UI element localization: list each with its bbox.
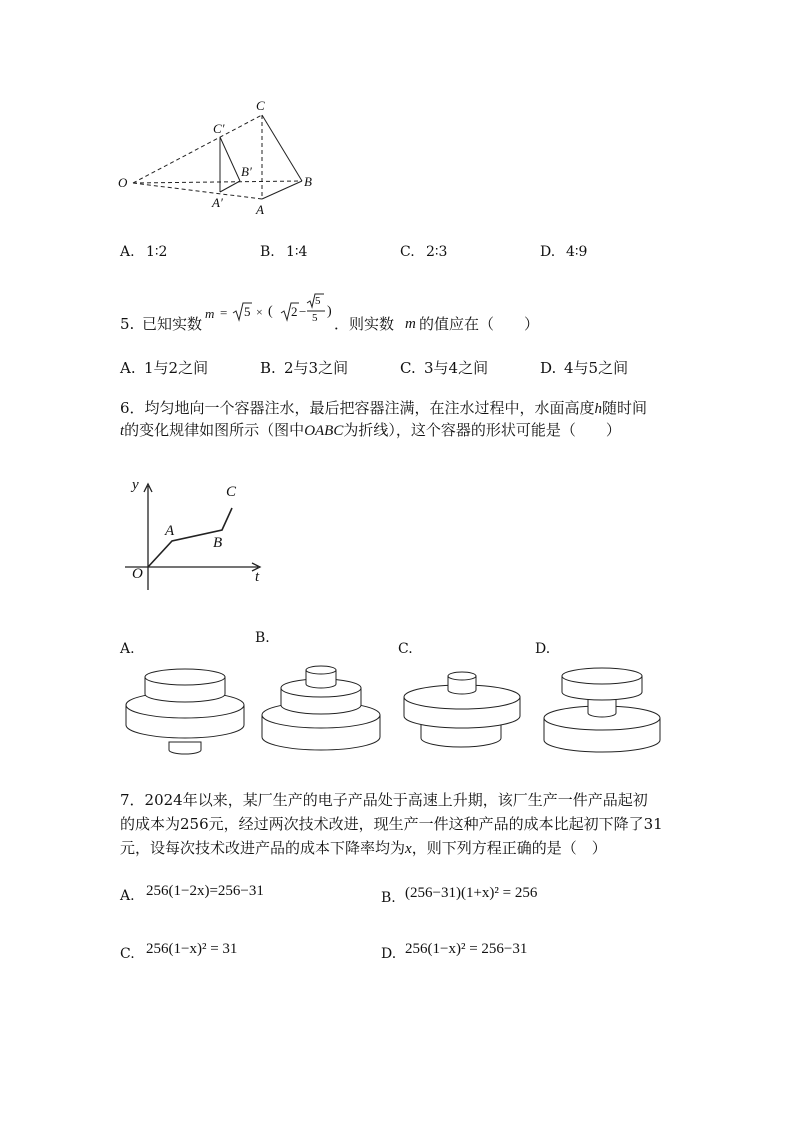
q7-line-3-a: 元，设每次技术改进产品的成本下降率均为: [120, 839, 406, 857]
graph-label-b: B: [213, 535, 223, 551]
container-a: [126, 669, 244, 754]
q7-line-1: 7．2024年以来，某厂生产的电子产品处于高速上升期，该厂生产一件产品起初: [120, 791, 648, 809]
label-o: O: [118, 175, 128, 190]
edge-cb: [262, 115, 302, 181]
q7-option-c-letter: C.: [120, 946, 135, 962]
q7-option-b-letter: B.: [381, 890, 396, 906]
container-shapes: [120, 655, 680, 765]
q4-option-c-letter: C.: [400, 244, 415, 260]
q5-frac-den: 5: [312, 312, 318, 324]
q7-var-x: x: [405, 841, 412, 857]
container-b: [262, 666, 380, 750]
q6-line-2-a: 的变化规律如图所示（图中: [124, 421, 305, 439]
q5-equals: =: [220, 305, 228, 320]
q6-oabc: OABC: [304, 423, 344, 439]
q7-option-d-eq: 256(1−x)² = 256−31: [405, 941, 528, 957]
label-a-prime: A′: [212, 195, 223, 210]
edge-c1b1: [220, 137, 240, 181]
q5-option-d-letter: D.: [540, 359, 557, 377]
container-c-letter: C.: [398, 641, 413, 657]
q5-radicand-2: 2: [291, 304, 298, 319]
q5-option-b-text: 2与3之间: [284, 359, 349, 377]
container-b-letter: B.: [255, 630, 270, 646]
q6-var-t: t: [120, 423, 125, 439]
q5-option-a-letter: A.: [120, 359, 136, 377]
q5-option-c-text: 3与4之间: [424, 359, 489, 377]
q5-var-m-2: m: [405, 316, 416, 332]
q4-option-d-text: 4∶9: [566, 244, 588, 260]
edge-ba: [262, 181, 302, 199]
q7-line-2: 的成本为256元，经过两次技术改进，现生产一件这种产品的成本比起初下降了31: [120, 815, 663, 833]
q4-option-c-text: 2∶3: [426, 244, 448, 260]
q5-number: 5.: [120, 315, 135, 333]
container-a-letter: A.: [120, 641, 135, 657]
label-c: C: [256, 98, 265, 113]
q5-radicand-1: 5: [244, 304, 251, 319]
q5-text-after: ．则实数: [334, 315, 395, 333]
q6-var-h: h: [594, 401, 603, 417]
container-d: [544, 668, 660, 752]
q5-option-d-text: 4与5之间: [564, 359, 629, 377]
q4-option-a-text: 1∶2: [146, 244, 168, 260]
graph-label-a: A: [165, 523, 175, 539]
q7-option-a-eq: 256(1−2x)=256−31: [146, 883, 264, 899]
q7-line-3-b: ，则下列方程正确的是（ ）: [411, 839, 607, 857]
q5-rparen: ): [327, 304, 332, 319]
q7-option-b-eq: (256−31)(1+x)² = 256: [405, 885, 538, 901]
q5-option-a-text: 1与2之间: [144, 359, 209, 377]
q5-minus: −: [299, 304, 307, 319]
q4-option-a-letter: A.: [120, 244, 135, 260]
container-c: [404, 672, 520, 747]
q6-line-1-end: 随时间: [602, 399, 648, 417]
edge-b1a1: [220, 181, 240, 192]
graph-label-c: C: [226, 484, 237, 500]
q7-line-3: [120, 837, 607, 860]
q5-text-end: 的值应在（ ）: [419, 315, 540, 333]
q6-line-2: [120, 419, 621, 442]
graph-label-t: t: [255, 569, 260, 585]
q6-line-1-text: 6．均匀地向一个容器注水，最后把容器注满，在注水过程中，水面高度: [120, 399, 595, 417]
q5-times: ×: [256, 305, 263, 319]
q5-option-c-letter: C.: [400, 359, 416, 377]
graph-label-o: O: [132, 566, 143, 582]
ray-ob: [133, 181, 302, 183]
q5-var-m: m: [205, 306, 215, 321]
label-c-prime: C′: [213, 121, 225, 136]
q4-option-d-letter: D.: [540, 244, 556, 260]
label-b: B: [304, 174, 312, 189]
q4-option-b-letter: B.: [260, 244, 275, 260]
graph-label-y: y: [132, 477, 139, 493]
label-b-prime: B′: [241, 164, 252, 179]
q7-option-a-letter: A.: [120, 888, 135, 904]
container-d-letter: D.: [535, 641, 551, 657]
ray-oa: [133, 183, 262, 199]
q5-text-before: 已知实数: [142, 315, 203, 333]
q7-option-c-eq: 256(1−x)² = 31: [146, 941, 238, 957]
q4-option-b-text: 1∶4: [286, 244, 308, 260]
q5-frac-num: 5: [315, 295, 321, 307]
q6-line-1: [120, 397, 647, 420]
q5-lparen: (: [268, 304, 273, 319]
q5-option-b-letter: B.: [260, 359, 276, 377]
q6-line-2-b: 为折线），这个容器的形状可能是（ ）: [343, 421, 621, 439]
label-a: A: [256, 202, 264, 217]
q7-option-d-letter: D.: [381, 946, 397, 962]
